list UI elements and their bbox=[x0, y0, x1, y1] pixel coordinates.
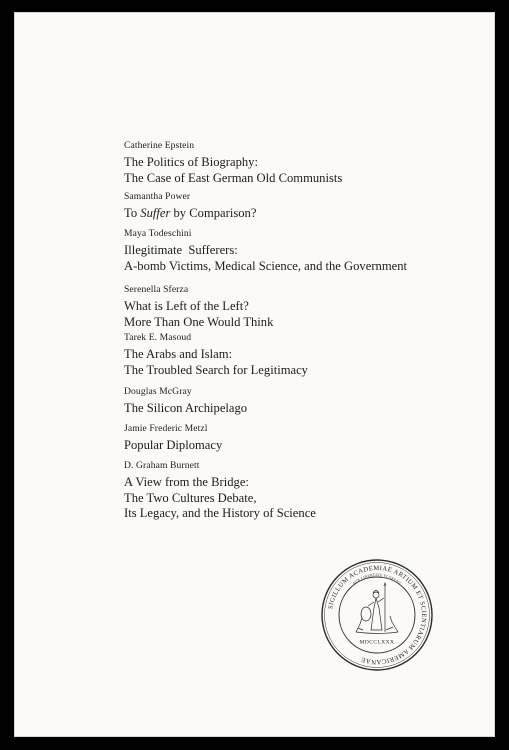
entry-title bbox=[124, 299, 494, 330]
entry-title-line: Popular Diplomacy bbox=[124, 438, 223, 452]
entry-title bbox=[124, 206, 494, 222]
entry-author: Douglas McGray bbox=[124, 386, 192, 397]
entry-title-emphasis: Suffer bbox=[140, 206, 171, 220]
journal-back-cover bbox=[14, 12, 495, 737]
entry-title-line: The Silicon Archipelago bbox=[124, 401, 248, 415]
seal-outer-ring-thin bbox=[325, 563, 430, 668]
entry-author: D. Graham Burnett bbox=[124, 460, 200, 471]
seal-motto: SUB LIBERTATE FLORENT bbox=[352, 572, 402, 586]
entry-title-line: A View from the Bridge: bbox=[124, 475, 249, 489]
entry-title-suffix: by Comparison? bbox=[170, 206, 257, 220]
entry-title-line: The Troubled Search for Legitimacy bbox=[124, 362, 308, 377]
table-of-contents bbox=[124, 140, 494, 520]
entry-author: Serenella Sferza bbox=[124, 284, 189, 295]
entry-title-line: The Politics of Biography: bbox=[124, 155, 258, 169]
entry-title-line: More Than One Would Think bbox=[124, 314, 274, 329]
entry-title-line: The Arabs and Islam: bbox=[124, 347, 233, 361]
entry-author: Samantha Power bbox=[124, 191, 191, 202]
toc-entry bbox=[124, 423, 494, 460]
entry-author: Jamie Frederic Metzl bbox=[124, 423, 208, 434]
entry-author: Catherine Epstein bbox=[124, 140, 195, 151]
toc-entry bbox=[124, 191, 494, 228]
toc-entry bbox=[124, 460, 494, 520]
entry-author: Tarek E. Masoud bbox=[124, 332, 192, 343]
entry-title-line: The Case of East German Old Communists bbox=[124, 170, 343, 185]
entry-title-line: Illegitimate Sufferers: bbox=[124, 243, 238, 257]
entry-title bbox=[124, 243, 494, 274]
entry-title-line: The Two Cultures Debate, bbox=[124, 490, 257, 505]
entry-author: Maya Todeschini bbox=[124, 228, 192, 239]
entry-title-line: A-bomb Victims, Medical Science, and the Government bbox=[124, 258, 407, 273]
toc-entry bbox=[124, 386, 494, 423]
toc-entry bbox=[124, 140, 494, 191]
toc-entry bbox=[124, 332, 494, 386]
entry-title bbox=[124, 438, 494, 454]
toc-entry bbox=[124, 228, 494, 284]
seal-date: MDCCLXXX bbox=[359, 639, 395, 646]
entry-title bbox=[124, 401, 494, 417]
minerva-figure-icon bbox=[356, 583, 398, 634]
entry-title bbox=[124, 155, 494, 186]
academy-seal-icon bbox=[320, 558, 434, 672]
seal-outer-text: SIGILLUM ACADEMIAE ARTIUM ET SCIENTIARUM AMERICANAE bbox=[327, 564, 428, 666]
entry-title-prefix: To bbox=[124, 206, 141, 220]
entry-title bbox=[124, 475, 494, 522]
entry-title-line: What is Left of the Left? bbox=[124, 299, 249, 313]
entry-title bbox=[124, 347, 494, 378]
entry-title-line: Its Legacy, and the History of Science bbox=[124, 506, 316, 521]
toc-entry bbox=[124, 284, 494, 332]
